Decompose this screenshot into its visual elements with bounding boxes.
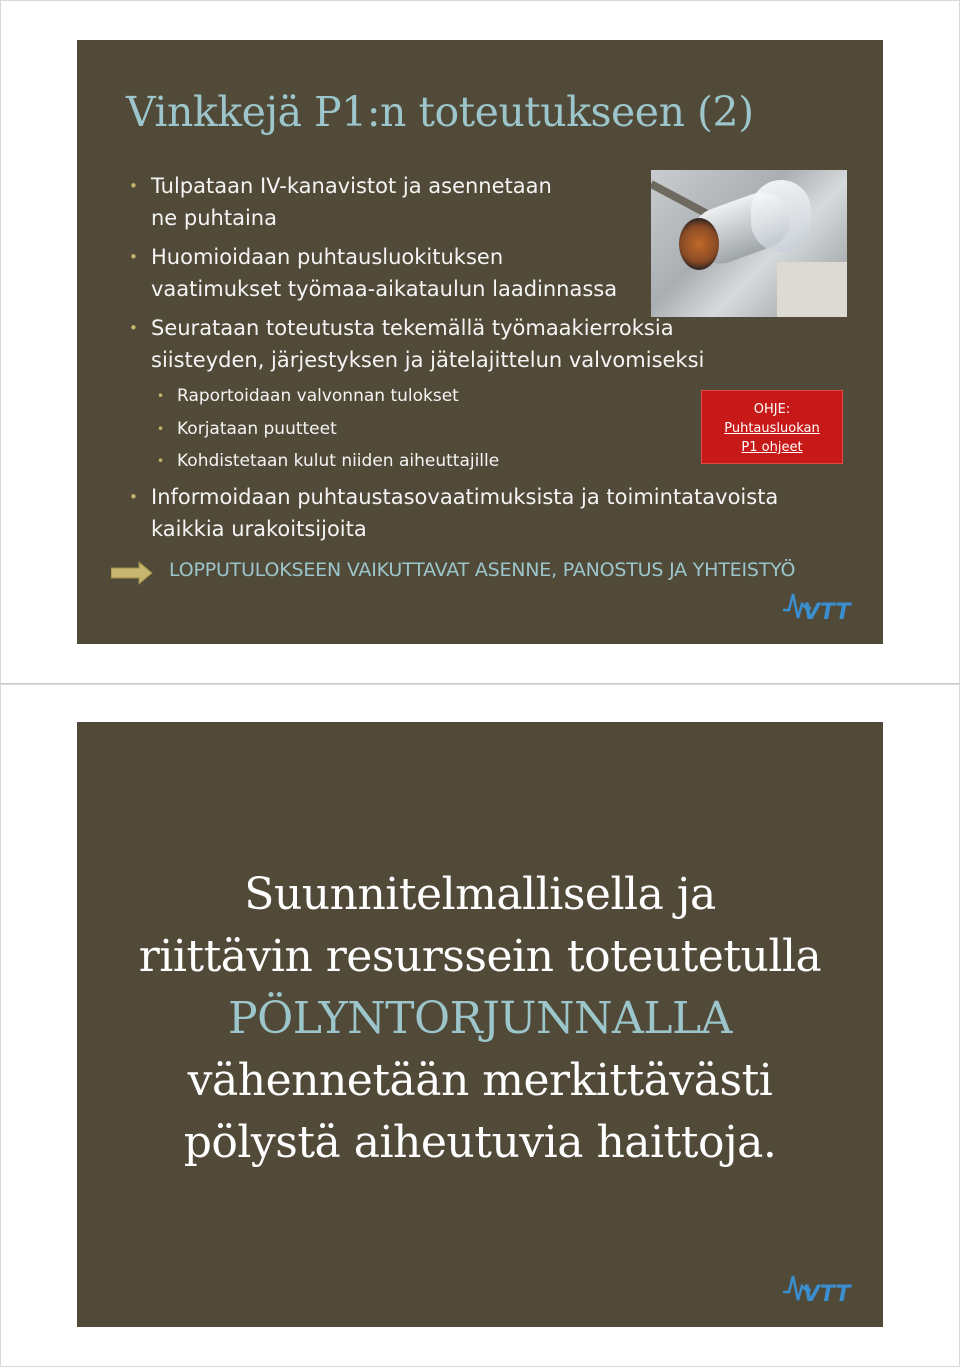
statement-line-5: pölystä aiheutuvia haittoja. [183, 1117, 777, 1168]
duct-photo [651, 170, 847, 317]
statement-line-2: riittävin resurssein toteutetulla [138, 931, 822, 982]
vtt-logo [781, 1270, 859, 1306]
ohje-link-line1[interactable]: Puhtausluokan [724, 421, 820, 436]
sub-bullet-3: • Kohdistetaan kulut niiden aiheuttajille [157, 451, 500, 471]
arrow-icon [111, 561, 153, 585]
conclusion-text: LOPPUTULOKSEEN VAIKUTTAVAT ASENNE, PANOSTUS JA YHTEISTYÖ [169, 559, 796, 581]
ohje-link-line2[interactable]: P1 ohjeet [741, 440, 803, 455]
sub-bullet-1: • Raportoidaan valvonnan tulokset [157, 386, 459, 406]
vtt-logo [781, 588, 859, 624]
ohje-link-box[interactable] [701, 390, 843, 464]
statement-line-4: vähennetään merkittävästi [187, 1055, 773, 1106]
bullet-4: • Informoidaan puhtaustasovaatimuksista ja toimintatavoista kaikkia urakoitsijoita [151, 481, 778, 545]
slide-2-statement [77, 864, 883, 1174]
slide-1 [77, 40, 883, 644]
ohje-label: OHJE: [753, 402, 791, 417]
bullet-dot: • [129, 177, 138, 195]
bullet-1: • Tulpataan IV-kanavistot ja asennetaan ne puhtaina [151, 170, 552, 234]
bullet-2: • Huomioidaan puhtausluokituksen vaatimukset työmaa-aikataulun laadinnassa [151, 241, 617, 305]
svg-text:VTT: VTT [803, 600, 851, 624]
bullet-dot: • [129, 248, 138, 266]
bullet-dot: • [129, 488, 138, 506]
slide-2 [77, 722, 883, 1327]
bullet-3: • Seurataan toteutusta tekemällä työmaakierroksia siisteyden, järjestyksen ja jätelajittelun valvomiseksi [151, 312, 704, 376]
sub-bullet-2: • Korjataan puutteet [157, 419, 337, 439]
statement-line-3: PÖLYNTORJUNNALLA [228, 993, 732, 1044]
bullet-dot: • [129, 319, 138, 337]
slide-title: Vinkkejä P1:n toteutukseen (2) [126, 88, 754, 136]
statement-line-1: Suunnitelmallisella ja [244, 869, 716, 920]
svg-text:VTT: VTT [803, 1282, 851, 1306]
